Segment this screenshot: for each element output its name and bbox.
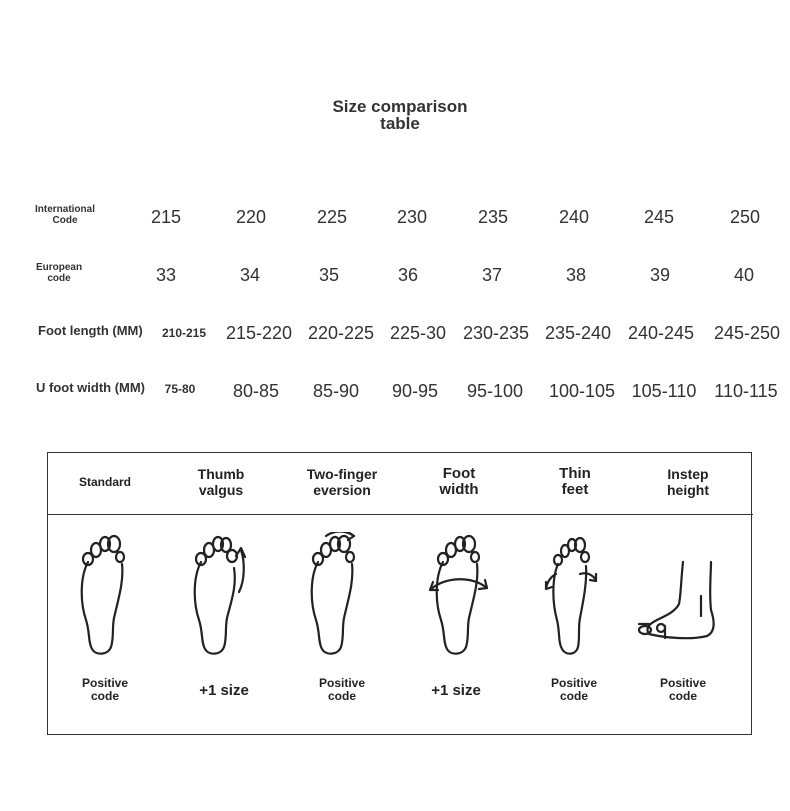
- table-cell: 39: [649, 265, 671, 285]
- verdict-thin-feet: Positive code: [550, 676, 598, 703]
- foot-type-heading-standard: Standard: [78, 475, 131, 489]
- verdict-instep-height: Positive code: [659, 676, 707, 703]
- instep-height-foot-icon: [635, 532, 725, 657]
- table-cell: 105-110: [631, 381, 697, 401]
- table-cell: 80-85: [232, 381, 280, 401]
- table-cell: 230-235: [462, 323, 530, 343]
- table-cell: 33: [155, 265, 177, 285]
- table-cell: 240: [558, 207, 590, 227]
- table-cell: 90-95: [391, 381, 439, 401]
- foot-type-heading-foot-width: Foot width: [439, 465, 479, 498]
- table-cell: 38: [565, 265, 587, 285]
- verdict-foot-width: +1 size: [431, 682, 481, 699]
- table-cell: 35: [318, 265, 340, 285]
- table-cell: 215-220: [225, 323, 293, 343]
- table-cell: 95-100: [466, 381, 524, 401]
- chart-divider: [47, 514, 753, 515]
- table-cell: 110-115: [714, 381, 778, 401]
- table-cell: 37: [481, 265, 503, 285]
- verdict-standard: Positive code: [81, 676, 129, 703]
- table-cell: 36: [397, 265, 419, 285]
- table-cell: 210-215: [161, 326, 207, 340]
- foot-type-heading-thumb-valgus: Thumb valgus: [197, 466, 245, 498]
- page-title: [315, 98, 485, 132]
- table-cell: 75-80: [164, 382, 196, 396]
- table-cell: 225-30: [389, 323, 447, 343]
- table-cell: 215: [150, 207, 182, 227]
- table-cell: 240-245: [627, 323, 695, 343]
- table-cell: 220-225: [307, 323, 375, 343]
- table-cell: 225: [316, 207, 348, 227]
- table-cell: 40: [733, 265, 755, 285]
- table-cell: 235: [477, 207, 509, 227]
- standard-foot-icon: [74, 532, 134, 657]
- table-cell: 85-90: [312, 381, 360, 401]
- foot-type-heading-two-finger-eversion: Two-finger eversion: [306, 466, 378, 498]
- two-finger-eversion-foot-icon: [304, 532, 374, 657]
- thin-foot-icon: [540, 532, 610, 657]
- foot-type-heading-thin-feet: Thin feet: [559, 465, 591, 498]
- table-cell: 245: [643, 207, 675, 227]
- wide-foot-icon: [425, 532, 495, 657]
- table-cell: 34: [239, 265, 261, 285]
- row-label-foot-width: U foot width (MM): [36, 380, 146, 395]
- table-cell: 245-250: [713, 323, 781, 343]
- table-cell: 250: [729, 207, 761, 227]
- row-label-foot-length: Foot length (MM): [38, 323, 143, 338]
- verdict-two-finger-eversion: Positive code: [318, 676, 366, 703]
- title-line-1: Size comparison: [332, 97, 468, 116]
- table-cell: 235-240: [544, 323, 612, 343]
- table-cell: 230: [396, 207, 428, 227]
- thumb-valgus-foot-icon: [187, 532, 257, 657]
- row-label-european: European code: [35, 262, 83, 284]
- foot-type-heading-instep-height: Instep height: [667, 466, 709, 498]
- row-label-international: International Code: [34, 204, 95, 226]
- table-cell: 220: [235, 207, 267, 227]
- title-line-2: table: [380, 114, 420, 133]
- table-cell: 100-105: [548, 381, 616, 401]
- verdict-thumb-valgus: +1 size: [199, 682, 249, 699]
